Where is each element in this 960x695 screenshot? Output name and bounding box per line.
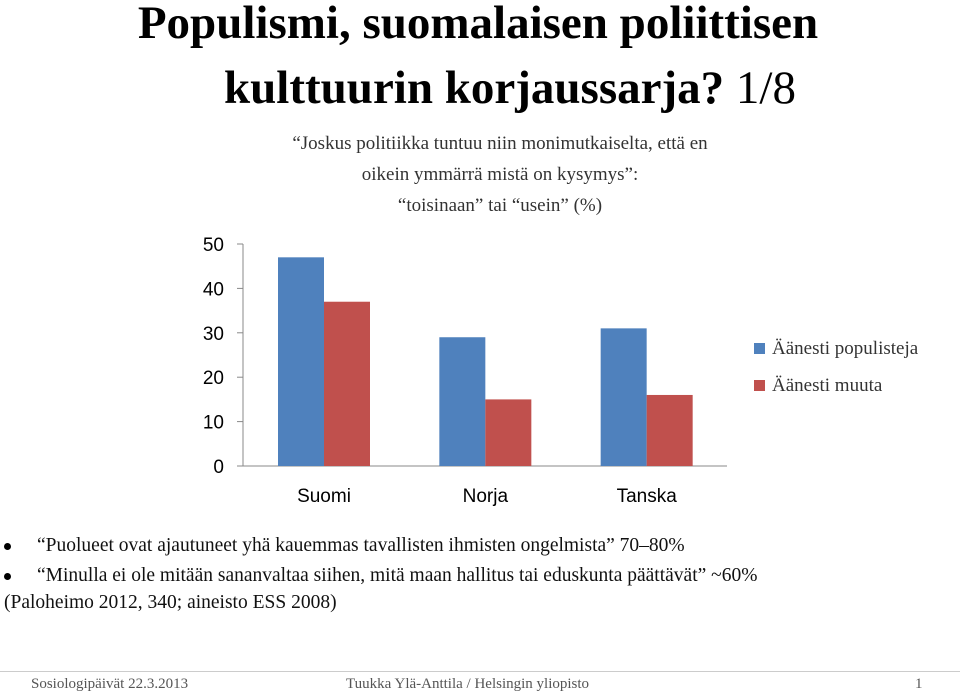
x-category-label: Suomi [297,486,351,507]
bar-populists [278,257,324,466]
slide-number: 1 [915,676,923,692]
footer-author: Tuukka Ylä-Anttila / Helsingin yliopisto [346,676,590,692]
open-quote: “ [37,535,46,556]
bar-others [324,302,370,466]
bullet-text: Puolueet ovat ajautuneet yhä kauemmas tavallisten ihmisten ongelmista” 70–80% [45,535,685,556]
bullet-dot [4,573,11,580]
y-tick-label: 20 [202,368,224,390]
source-citation: (Paloheimo 2012, 340; aineisto ESS 2008) [4,592,337,613]
bar-others [647,395,693,466]
bullet-item [4,565,757,587]
footer-event: Sosiologipäivät 22.3.2013 [31,676,189,692]
y-tick-label: 30 [202,323,224,345]
y-tick-label: 0 [213,457,224,478]
y-tick-label: 50 [202,235,224,256]
open-quote: “ [37,565,46,586]
chart-title-line: “Joskus politiikka tuntuu niin monimutkaiselta, että en [292,133,708,154]
x-category-label: Norja [462,486,509,507]
bullet-item [4,535,685,557]
footer-divider [0,671,960,672]
legend-swatch [754,380,765,391]
slide-title-line2-main: kulttuurin korjaussarja? [224,62,725,114]
slide-title-line2-suffix: 1/8 [724,62,796,114]
chart-title-line: “toisinaan” tai “usein” (%) [397,195,603,216]
bar-populists [601,328,647,466]
bar-populists [439,337,485,466]
slide-title-line1: Populismi, suomalaisen poliittisen [137,0,819,49]
legend-label: Äänesti populisteja [772,338,919,359]
bar-others [485,399,531,466]
chart-title-line: oikein ymmärrä mistä on kysymys”: [361,164,639,185]
bullet-text: Minulla ei ole mitään sananvaltaa siihen, mitä maan hallitus tai eduskunta päättävät” ~60% [45,565,758,586]
x-category-label: Tanska [616,486,677,507]
y-tick-label: 40 [202,279,224,301]
bullet-dot [4,543,11,550]
legend-swatch [754,343,765,354]
y-tick-label: 10 [202,412,224,434]
legend-label: Äänesti muuta [772,375,883,396]
